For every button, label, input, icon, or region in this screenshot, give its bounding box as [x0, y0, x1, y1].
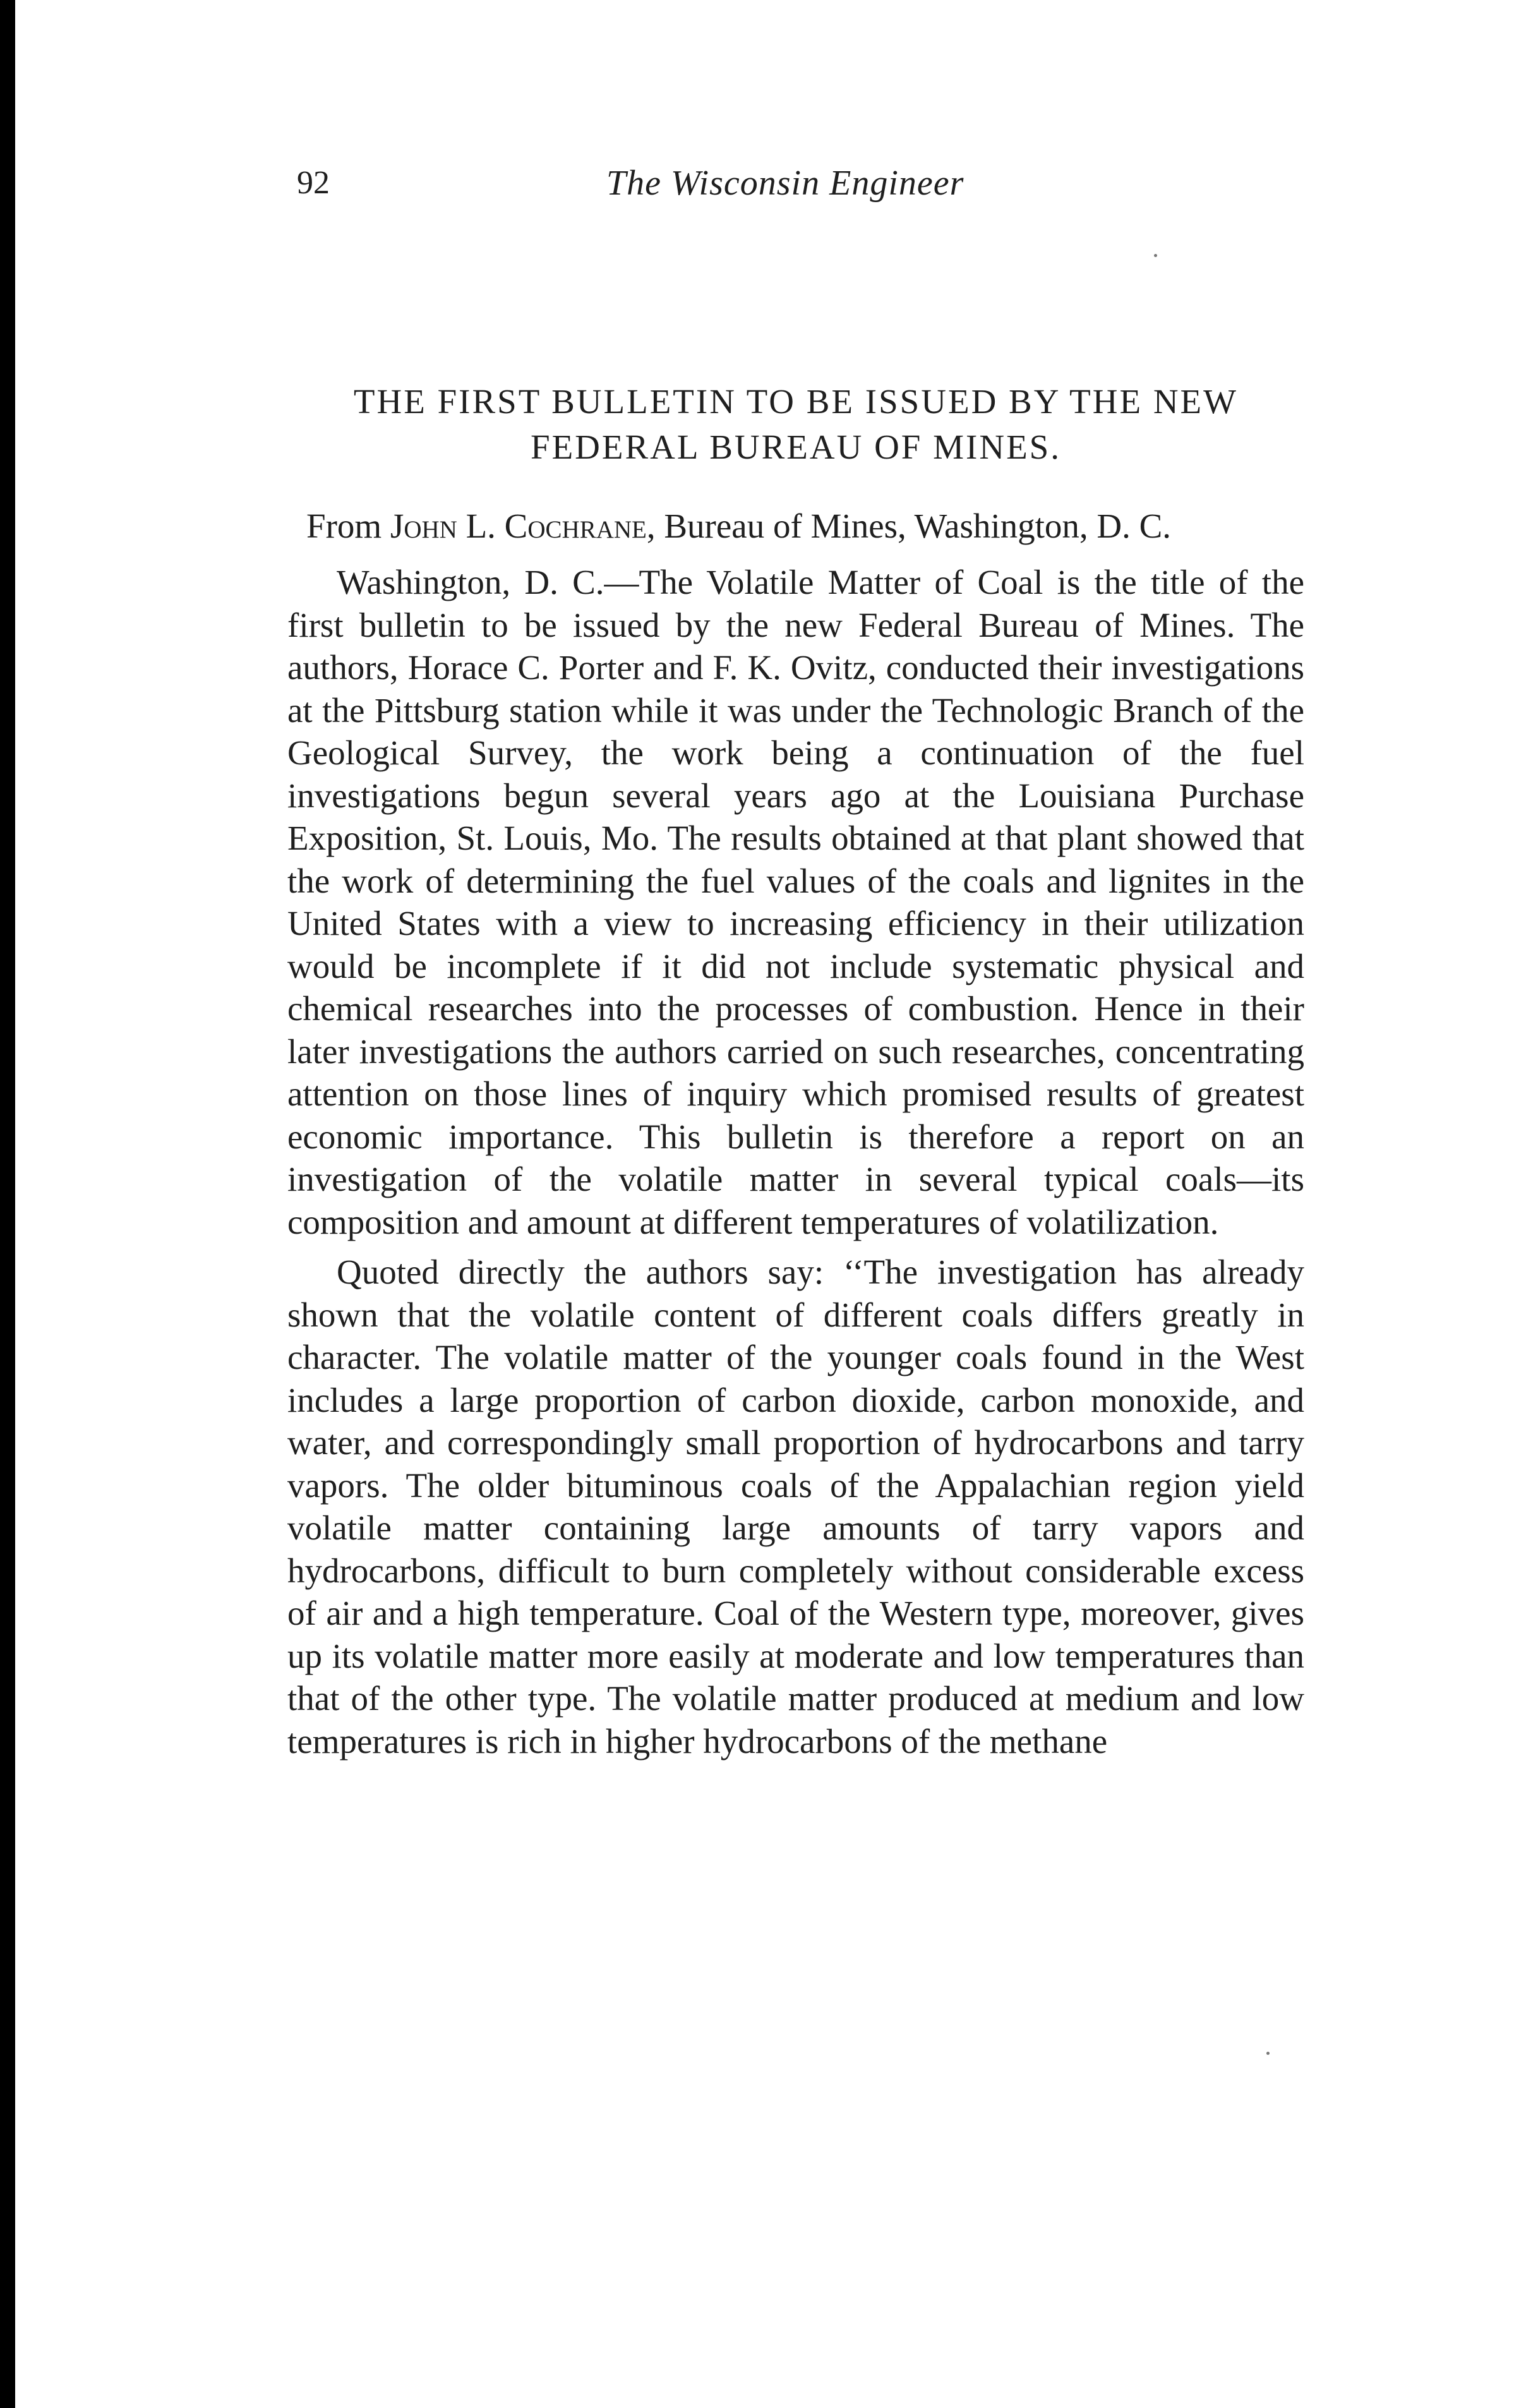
journal-title: The Wisconsin Engineer [606, 164, 964, 203]
byline-affiliation: , Bureau of Mines, Washington, D. C. [646, 507, 1172, 545]
scan-border [0, 0, 15, 2408]
byline [287, 503, 1304, 550]
article [287, 379, 1304, 1770]
print-speck [1266, 2052, 1270, 2055]
body-paragraph: Quoted directly the authors say: ‘‘The investigation has already shown that the volatile content of different coals differs greatly in character. The volatile matter of the younger coals found in the West includes a large proportion of carbon dioxide, carbon monoxide, and water, and correspondingly small proportion of hydrocarbons and tarry vapors. The older bituminous coals of the Appalachian region yield volatile matter containing large amounts of tarry vapors and hydrocarbons, difficult to burn completely without considerable excess of air and a high temperature. Coal of the Western type, moreover, gives up its volatile matter more easily at moderate and low temperatures than that of the other type. The volatile matter produced at medium and low temperatures is rich in higher hydrocarbons of the methane [287, 1253, 1304, 1761]
page-number: 92 [297, 165, 330, 201]
byline-author: John L. Cochrane [390, 507, 647, 545]
article-headline: THE FIRST BULLETIN TO BE ISSUED BY THE NEW FEDERAL BUREAU OF MINES. [353, 382, 1239, 466]
running-head [0, 158, 1526, 208]
print-speck [1154, 254, 1157, 257]
byline-prefix: From [306, 507, 390, 545]
body-paragraph: Washington, D. C.—The Volatile Matter of Coal is the title of the first bulletin to be issued by the new Federal Bureau of Mines. The authors, Horace C. Porter and F. K. Ovitz, conducted their investigations at the Pittsburg station while it was under the Technologic Branch of the Geological Survey, the work being a continuation of the fuel investigations begun several years ago at the Louisiana Purchase Exposition, St. Louis, Mo. The results obtained at that plant showed that the work of determining the fuel values of the coals and lignites in the United States with a view to increasing efficiency in their utilization would be incomplete if it did not include systematic physical and chemical researches into the processes of combustion. Hence in their later investigations the authors carried on such researches, concentrating attention on those lines of inquiry which promised results of greatest economic importance. This bulletin is therefore a report on an investigation of the volatile matter in several typical coals—its composition and amount at different temperatures of volatilization. [287, 563, 1304, 1241]
